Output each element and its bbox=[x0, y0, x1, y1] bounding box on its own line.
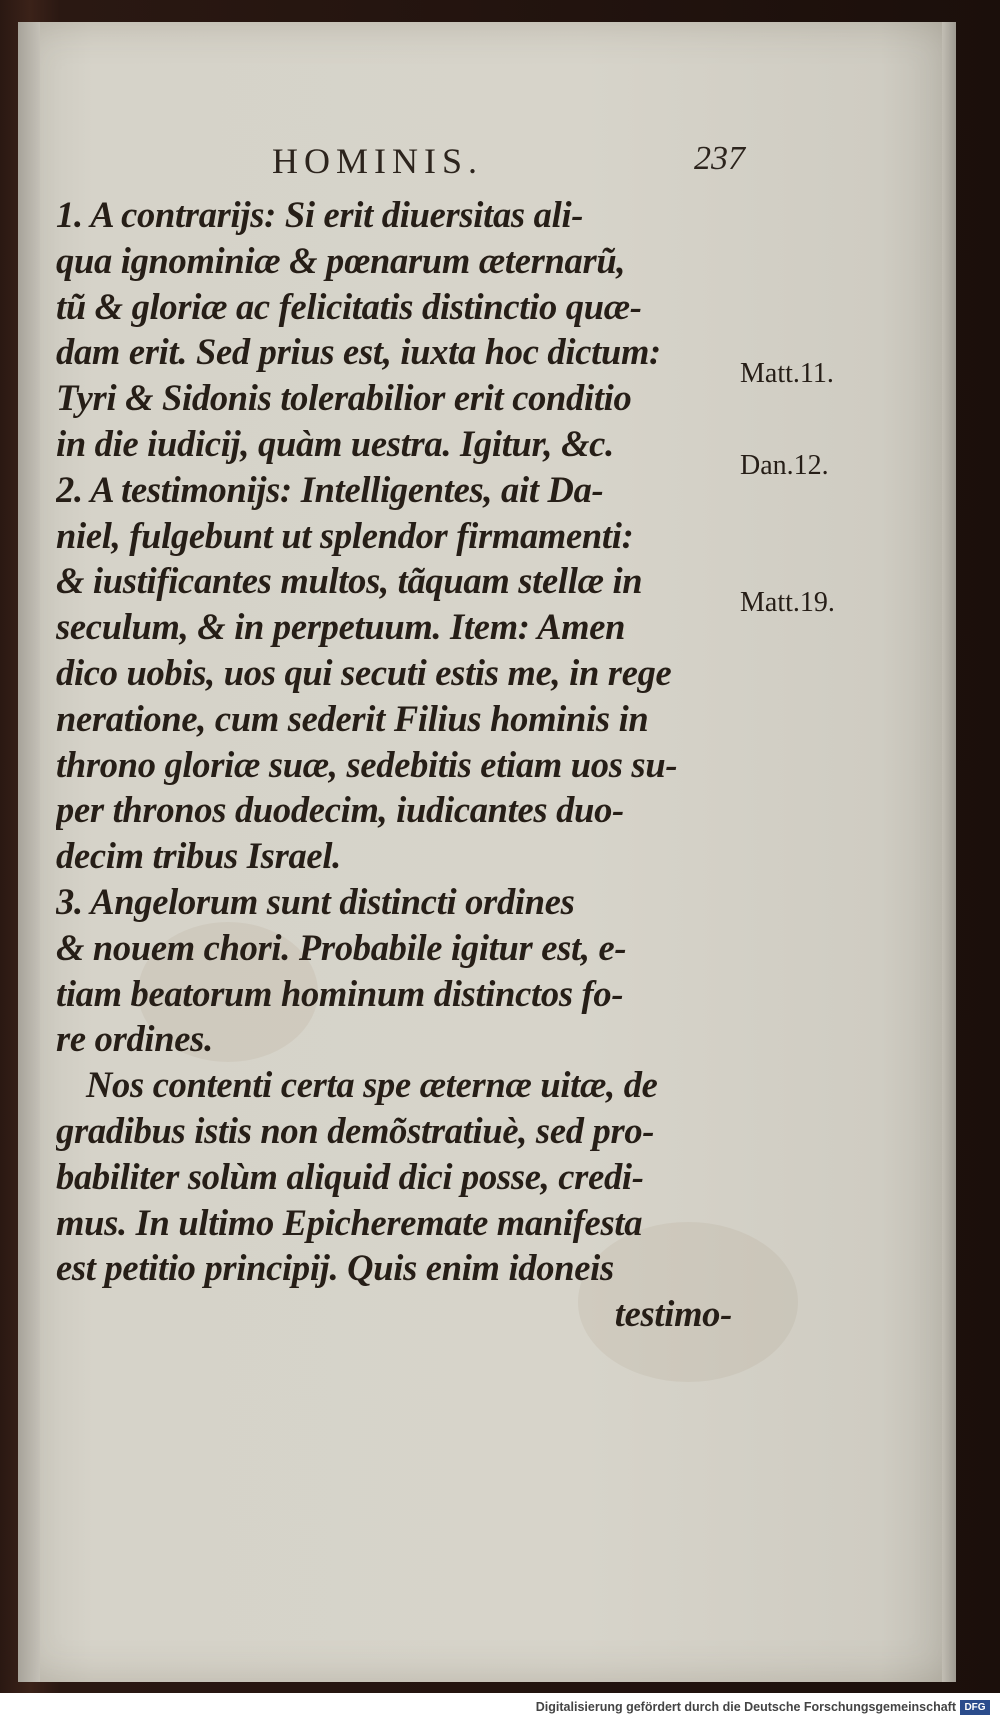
text-line: seculum, & in perpetuum. Item: Amen bbox=[56, 606, 626, 648]
text-line: Nos contenti certa spe æternæ uitæ, de bbox=[86, 1064, 658, 1106]
margin-note: Matt.11. bbox=[740, 358, 834, 389]
page-gutter bbox=[18, 22, 40, 1682]
text-line: per thronos duodecim, iudicantes duo- bbox=[56, 789, 624, 831]
margin-note: Matt.19. bbox=[740, 587, 835, 618]
text-line: & iustificantes multos, tãquam stellæ in bbox=[56, 560, 643, 602]
text-line: & nouem chori. Probabile igitur est, e- bbox=[56, 926, 627, 968]
text-line: tiam beatorum hominum distinctos fo- bbox=[56, 972, 624, 1014]
text-line: Tyri & Sidonis tolerabilior erit conditio bbox=[56, 377, 632, 419]
text-line: neratione, cum sederit Filius hominis in bbox=[56, 697, 649, 739]
text-line: dico uobis, uos qui secuti estis me, in rege bbox=[56, 651, 672, 693]
body-text bbox=[56, 192, 756, 1337]
text-line: qua ignominiæ & pœnarum æternarũ, bbox=[56, 239, 626, 281]
page-fore-edge bbox=[942, 22, 956, 1682]
text-line: throno gloriæ suæ, sedebitis etiam uos su- bbox=[56, 743, 678, 785]
funding-credit: Digitalisierung gefördert durch die Deutsche Forschungsgemeinschaft bbox=[535, 1700, 956, 1714]
text-line: 3. Angelorum sunt distincti ordines bbox=[56, 880, 575, 922]
running-head: HOMINIS. bbox=[272, 141, 484, 181]
page-header bbox=[258, 140, 745, 190]
book-page bbox=[18, 22, 956, 1682]
dfg-logo-icon: DFG bbox=[960, 1700, 990, 1715]
text-line: decim tribus Israel. bbox=[56, 835, 342, 877]
page-number: 237 bbox=[694, 140, 745, 177]
text-line: niel, fulgebunt ut splendor firmamenti: bbox=[56, 514, 634, 556]
text-line: in die iudicij, quàm uestra. Igitur, &c. bbox=[56, 422, 614, 464]
text-line: dam erit. Sed prius est, iuxta hoc dictum: bbox=[56, 331, 661, 373]
text-line: mus. In ultimo Epicheremate manifesta bbox=[56, 1201, 643, 1243]
text-line: est petitio principij. Quis enim idoneis bbox=[56, 1247, 614, 1289]
text-line: gradibus istis non demõstratiuè, sed pro- bbox=[56, 1109, 655, 1151]
text-line: re ordines. bbox=[56, 1018, 213, 1060]
text-line: 2. A testimonijs: Intelligentes, ait Da- bbox=[56, 468, 604, 510]
text-line: babiliter solùm aliquid dici posse, credi- bbox=[56, 1155, 644, 1197]
catchword: testimo- bbox=[614, 1293, 732, 1335]
text-line: 1. A contrarijs: Si erit diuersitas ali- bbox=[56, 194, 584, 235]
margin-note: Dan.12. bbox=[740, 450, 829, 481]
text-line: tũ & gloriæ ac felicitatis distinctio quæ- bbox=[56, 285, 642, 327]
footer-bar bbox=[0, 1693, 1000, 1721]
